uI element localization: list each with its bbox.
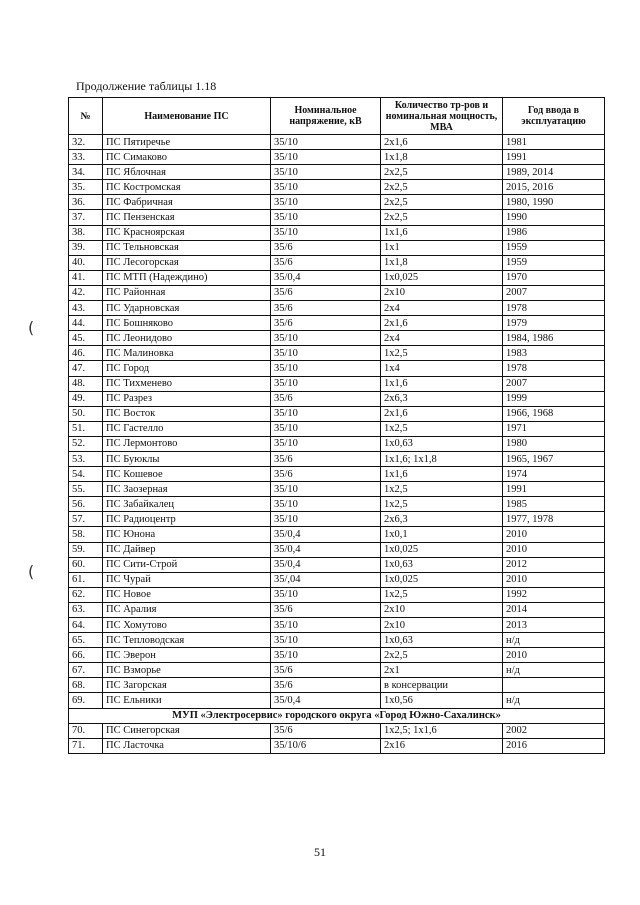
cell-voltage: 35/0,4 <box>271 527 381 542</box>
cell-year: 1970 <box>503 270 605 285</box>
cell-year: 1971 <box>503 421 605 436</box>
cell-voltage: 35/10 <box>271 150 381 165</box>
cell-capacity: 2x1 <box>381 663 503 678</box>
cell-capacity: 1x0,56 <box>381 693 503 708</box>
table-row <box>69 451 605 466</box>
cell-num: 58. <box>69 527 103 542</box>
cell-capacity: 1x1,6 <box>381 225 503 240</box>
cell-year: 1977, 1978 <box>503 512 605 527</box>
cell-capacity: 1x1,8 <box>381 150 503 165</box>
cell-year: 1980 <box>503 436 605 451</box>
cell-num: 68. <box>69 678 103 693</box>
cell-num: 65. <box>69 633 103 648</box>
table-body <box>69 135 605 754</box>
table-row <box>69 693 605 708</box>
table-row <box>69 361 605 376</box>
cell-year: 2016 <box>503 738 605 753</box>
cell-voltage: 35/10 <box>271 436 381 451</box>
cell-name: ПС Радиоцентр <box>103 512 271 527</box>
cell-voltage: 35/10 <box>271 346 381 361</box>
cell-name: ПС Лермонтово <box>103 436 271 451</box>
cell-year: 1985 <box>503 497 605 512</box>
cell-year: 1978 <box>503 361 605 376</box>
cell-name: ПС Районная <box>103 285 271 300</box>
cell-num: 50. <box>69 406 103 421</box>
cell-year: 1989, 2014 <box>503 165 605 180</box>
cell-year: 1983 <box>503 346 605 361</box>
cell-num: 52. <box>69 436 103 451</box>
table-row <box>69 331 605 346</box>
cell-capacity: 2x1,6 <box>381 135 503 150</box>
cell-capacity: 1x2,5 <box>381 482 503 497</box>
cell-num: 41. <box>69 270 103 285</box>
cell-name: ПС Чурай <box>103 572 271 587</box>
header-name: Наименование ПС <box>103 98 271 135</box>
table-header-row <box>69 98 605 135</box>
cell-num: 53. <box>69 451 103 466</box>
table-row <box>69 497 605 512</box>
cell-year: 2010 <box>503 648 605 663</box>
cell-year: 1959 <box>503 255 605 270</box>
cell-capacity: 1x2,5 <box>381 587 503 602</box>
cell-year: 2014 <box>503 602 605 617</box>
cell-voltage: 35/10 <box>271 225 381 240</box>
cell-name: ПС Разрез <box>103 391 271 406</box>
cell-capacity: 1x2,5 <box>381 497 503 512</box>
section-heading-row <box>69 708 605 723</box>
cell-year: 1981 <box>503 135 605 150</box>
cell-voltage: 35/10 <box>271 331 381 346</box>
cell-year: 2010 <box>503 542 605 557</box>
cell-name: ПС Аралия <box>103 602 271 617</box>
cell-name: ПС Буюклы <box>103 451 271 466</box>
cell-num: 55. <box>69 482 103 497</box>
table-row <box>69 240 605 255</box>
cell-num: 43. <box>69 301 103 316</box>
cell-num: 56. <box>69 497 103 512</box>
cell-voltage: 35/10 <box>271 512 381 527</box>
cell-num: 67. <box>69 663 103 678</box>
cell-name: ПС Ласточка <box>103 738 271 753</box>
cell-name: ПС Леонидово <box>103 331 271 346</box>
cell-year: н/д <box>503 663 605 678</box>
table-row <box>69 180 605 195</box>
cell-name: ПС Симаково <box>103 150 271 165</box>
cell-year: 2013 <box>503 618 605 633</box>
cell-capacity: 2x2,5 <box>381 165 503 180</box>
cell-capacity: 2x6,3 <box>381 512 503 527</box>
table-row <box>69 391 605 406</box>
cell-num: 70. <box>69 723 103 738</box>
cell-voltage: 35/10 <box>271 587 381 602</box>
cell-name: ПС Красноярская <box>103 225 271 240</box>
cell-num: 61. <box>69 572 103 587</box>
cell-name: ПС Новое <box>103 587 271 602</box>
table-row <box>69 210 605 225</box>
table-row <box>69 648 605 663</box>
cell-voltage: 35/10 <box>271 180 381 195</box>
cell-voltage: 35/10 <box>271 195 381 210</box>
cell-num: 38. <box>69 225 103 240</box>
cell-name: ПС Сити-Строй <box>103 557 271 572</box>
table-row <box>69 150 605 165</box>
cell-voltage: 35/6 <box>271 240 381 255</box>
cell-voltage: 35/10 <box>271 361 381 376</box>
cell-name: ПС Ельники <box>103 693 271 708</box>
cell-num: 45. <box>69 331 103 346</box>
cell-voltage: 35/,04 <box>271 572 381 587</box>
table-row <box>69 542 605 557</box>
cell-name: ПС Юнона <box>103 527 271 542</box>
table-row <box>69 225 605 240</box>
cell-voltage: 35/10 <box>271 648 381 663</box>
cell-capacity: 1x4 <box>381 361 503 376</box>
cell-capacity: 2x1,6 <box>381 316 503 331</box>
cell-capacity: 2x1,6 <box>381 406 503 421</box>
cell-num: 40. <box>69 255 103 270</box>
cell-num: 60. <box>69 557 103 572</box>
cell-capacity: 1x0,63 <box>381 557 503 572</box>
cell-num: 47. <box>69 361 103 376</box>
cell-name: ПС Лесогорская <box>103 255 271 270</box>
cell-num: 35. <box>69 180 103 195</box>
table-row <box>69 135 605 150</box>
cell-year: н/д <box>503 633 605 648</box>
cell-name: ПС Восток <box>103 406 271 421</box>
cell-capacity: 2x4 <box>381 301 503 316</box>
cell-name: ПС Фабричная <box>103 195 271 210</box>
cell-num: 32. <box>69 135 103 150</box>
cell-num: 44. <box>69 316 103 331</box>
cell-name: ПС Пензенская <box>103 210 271 225</box>
cell-voltage: 35/0,4 <box>271 270 381 285</box>
cell-voltage: 35/6 <box>271 723 381 738</box>
cell-year <box>503 678 605 693</box>
table-row <box>69 557 605 572</box>
cell-name: ПС Ударновская <box>103 301 271 316</box>
cell-num: 48. <box>69 376 103 391</box>
cell-voltage: 35/6 <box>271 663 381 678</box>
cell-voltage: 35/0,4 <box>271 542 381 557</box>
table-row <box>69 678 605 693</box>
cell-year: 2015, 2016 <box>503 180 605 195</box>
table-row <box>69 663 605 678</box>
cell-name: ПС Тихменево <box>103 376 271 391</box>
table-row <box>69 482 605 497</box>
page-number: 51 <box>314 845 326 859</box>
cell-voltage: 35/10 <box>271 482 381 497</box>
cell-capacity: 1x1,6; 1x1,8 <box>381 451 503 466</box>
cell-name: ПС Тепловодская <box>103 633 271 648</box>
cell-voltage: 35/6 <box>271 255 381 270</box>
cell-year: 1966, 1968 <box>503 406 605 421</box>
header-num: № <box>69 98 103 135</box>
table-row <box>69 316 605 331</box>
cell-year: 1978 <box>503 301 605 316</box>
cell-capacity: 1x1 <box>381 240 503 255</box>
cell-year: 1984, 1986 <box>503 331 605 346</box>
table-row <box>69 633 605 648</box>
cell-capacity: 2x4 <box>381 331 503 346</box>
cell-capacity: 2x2,5 <box>381 210 503 225</box>
table-row <box>69 285 605 300</box>
cell-year: 2007 <box>503 376 605 391</box>
header-year: Год ввода в эксплуатацию <box>503 98 605 135</box>
cell-num: 33. <box>69 150 103 165</box>
cell-voltage: 35/6 <box>271 602 381 617</box>
cell-voltage: 35/6 <box>271 451 381 466</box>
cell-num: 62. <box>69 587 103 602</box>
table-row <box>69 723 605 738</box>
cell-num: 42. <box>69 285 103 300</box>
cell-num: 64. <box>69 618 103 633</box>
table-row <box>69 738 605 753</box>
cell-num: 46. <box>69 346 103 361</box>
table-row <box>69 572 605 587</box>
cell-num: 66. <box>69 648 103 663</box>
cell-name: ПС Забайкалец <box>103 497 271 512</box>
table-row <box>69 467 605 482</box>
cell-name: ПС Заозерная <box>103 482 271 497</box>
table-row <box>69 346 605 361</box>
cell-capacity: 2x2,5 <box>381 180 503 195</box>
cell-voltage: 35/10 <box>271 135 381 150</box>
cell-capacity: 1x0,63 <box>381 436 503 451</box>
cell-capacity: 1x0,025 <box>381 542 503 557</box>
cell-year: 1991 <box>503 482 605 497</box>
cell-name: ПС Хомутово <box>103 618 271 633</box>
table-row <box>69 376 605 391</box>
table-row <box>69 527 605 542</box>
table-row <box>69 301 605 316</box>
cell-capacity: 1x2,5 <box>381 421 503 436</box>
cell-voltage: 35/10 <box>271 165 381 180</box>
cell-voltage: 35/6 <box>271 391 381 406</box>
cell-capacity: 1x1,6 <box>381 376 503 391</box>
header-voltage: Номинальное напряжение, кВ <box>271 98 381 135</box>
cell-capacity: 2x10 <box>381 602 503 617</box>
table-row <box>69 406 605 421</box>
cell-year: 1974 <box>503 467 605 482</box>
cell-num: 36. <box>69 195 103 210</box>
table-row <box>69 421 605 436</box>
cell-voltage: 35/10 <box>271 497 381 512</box>
cell-voltage: 35/6 <box>271 285 381 300</box>
cell-voltage: 35/10 <box>271 376 381 391</box>
cell-voltage: 35/10 <box>271 618 381 633</box>
table-row <box>69 165 605 180</box>
cell-year: 1965, 1967 <box>503 451 605 466</box>
cell-num: 37. <box>69 210 103 225</box>
cell-voltage: 35/10 <box>271 210 381 225</box>
header-capacity: Количество тр-ров и номинальная мощность, МВА <box>381 98 503 135</box>
cell-year: н/д <box>503 693 605 708</box>
cell-year: 2002 <box>503 723 605 738</box>
cell-num: 57. <box>69 512 103 527</box>
cell-capacity: 1x0,63 <box>381 633 503 648</box>
cell-voltage: 35/6 <box>271 678 381 693</box>
table-row <box>69 436 605 451</box>
cell-capacity: 2x6,3 <box>381 391 503 406</box>
table-row <box>69 618 605 633</box>
cell-voltage: 35/0,4 <box>271 557 381 572</box>
margin-mark: ( <box>28 562 35 581</box>
cell-num: 49. <box>69 391 103 406</box>
table-row <box>69 512 605 527</box>
cell-capacity: 1x1,8 <box>381 255 503 270</box>
cell-num: 39. <box>69 240 103 255</box>
cell-name: ПС Город <box>103 361 271 376</box>
cell-num: 51. <box>69 421 103 436</box>
cell-year: 1992 <box>503 587 605 602</box>
cell-capacity: 2x10 <box>381 618 503 633</box>
cell-capacity: 1x0,025 <box>381 270 503 285</box>
cell-year: 2007 <box>503 285 605 300</box>
cell-voltage: 35/10 <box>271 406 381 421</box>
cell-year: 1990 <box>503 210 605 225</box>
cell-capacity: 1x1,6 <box>381 467 503 482</box>
cell-name: ПС Синегорская <box>103 723 271 738</box>
cell-voltage: 35/6 <box>271 467 381 482</box>
table-row <box>69 195 605 210</box>
cell-num: 71. <box>69 738 103 753</box>
cell-name: ПС Эверон <box>103 648 271 663</box>
cell-capacity: 1x0,1 <box>381 527 503 542</box>
cell-year: 2010 <box>503 527 605 542</box>
cell-name: ПС Тельновская <box>103 240 271 255</box>
cell-num: 54. <box>69 467 103 482</box>
cell-year: 1979 <box>503 316 605 331</box>
table-caption: Продолжение таблицы 1.18 <box>76 79 217 93</box>
cell-capacity: 2x2,5 <box>381 648 503 663</box>
cell-voltage: 35/0,4 <box>271 693 381 708</box>
cell-year: 1959 <box>503 240 605 255</box>
cell-name: ПС Дайвер <box>103 542 271 557</box>
cell-name: ПС Костромская <box>103 180 271 195</box>
cell-name: ПС Загорская <box>103 678 271 693</box>
cell-year: 2010 <box>503 572 605 587</box>
table-row <box>69 587 605 602</box>
cell-year: 1999 <box>503 391 605 406</box>
cell-capacity: 2x10 <box>381 285 503 300</box>
cell-voltage: 35/10 <box>271 421 381 436</box>
margin-mark: ( <box>28 318 35 337</box>
cell-name: ПС Бошняково <box>103 316 271 331</box>
substations-table <box>68 97 605 754</box>
cell-num: 63. <box>69 602 103 617</box>
table-row <box>69 255 605 270</box>
cell-year: 1991 <box>503 150 605 165</box>
cell-capacity: 1x2,5 <box>381 346 503 361</box>
cell-capacity: 2x16 <box>381 738 503 753</box>
section-heading: МУП «Электросервис» городского округа «Город Южно-Сахалинск» <box>69 708 605 723</box>
cell-year: 2012 <box>503 557 605 572</box>
cell-year: 1980, 1990 <box>503 195 605 210</box>
cell-name: ПС Взморье <box>103 663 271 678</box>
cell-name: ПС Малиновка <box>103 346 271 361</box>
cell-num: 59. <box>69 542 103 557</box>
cell-name: ПС Кошевое <box>103 467 271 482</box>
cell-capacity: 1x0,025 <box>381 572 503 587</box>
cell-voltage: 35/10 <box>271 633 381 648</box>
cell-capacity: в консервации <box>381 678 503 693</box>
cell-voltage: 35/6 <box>271 301 381 316</box>
table-row <box>69 602 605 617</box>
cell-voltage: 35/10/6 <box>271 738 381 753</box>
cell-year: 1986 <box>503 225 605 240</box>
cell-name: ПС Пятиречье <box>103 135 271 150</box>
cell-num: 34. <box>69 165 103 180</box>
cell-num: 69. <box>69 693 103 708</box>
cell-capacity: 2x2,5 <box>381 195 503 210</box>
cell-name: ПС Яблочная <box>103 165 271 180</box>
table-row <box>69 270 605 285</box>
cell-name: ПС Гастелло <box>103 421 271 436</box>
cell-name: ПС МТП (Надеждино) <box>103 270 271 285</box>
cell-voltage: 35/6 <box>271 316 381 331</box>
cell-capacity: 1x2,5; 1x1,6 <box>381 723 503 738</box>
